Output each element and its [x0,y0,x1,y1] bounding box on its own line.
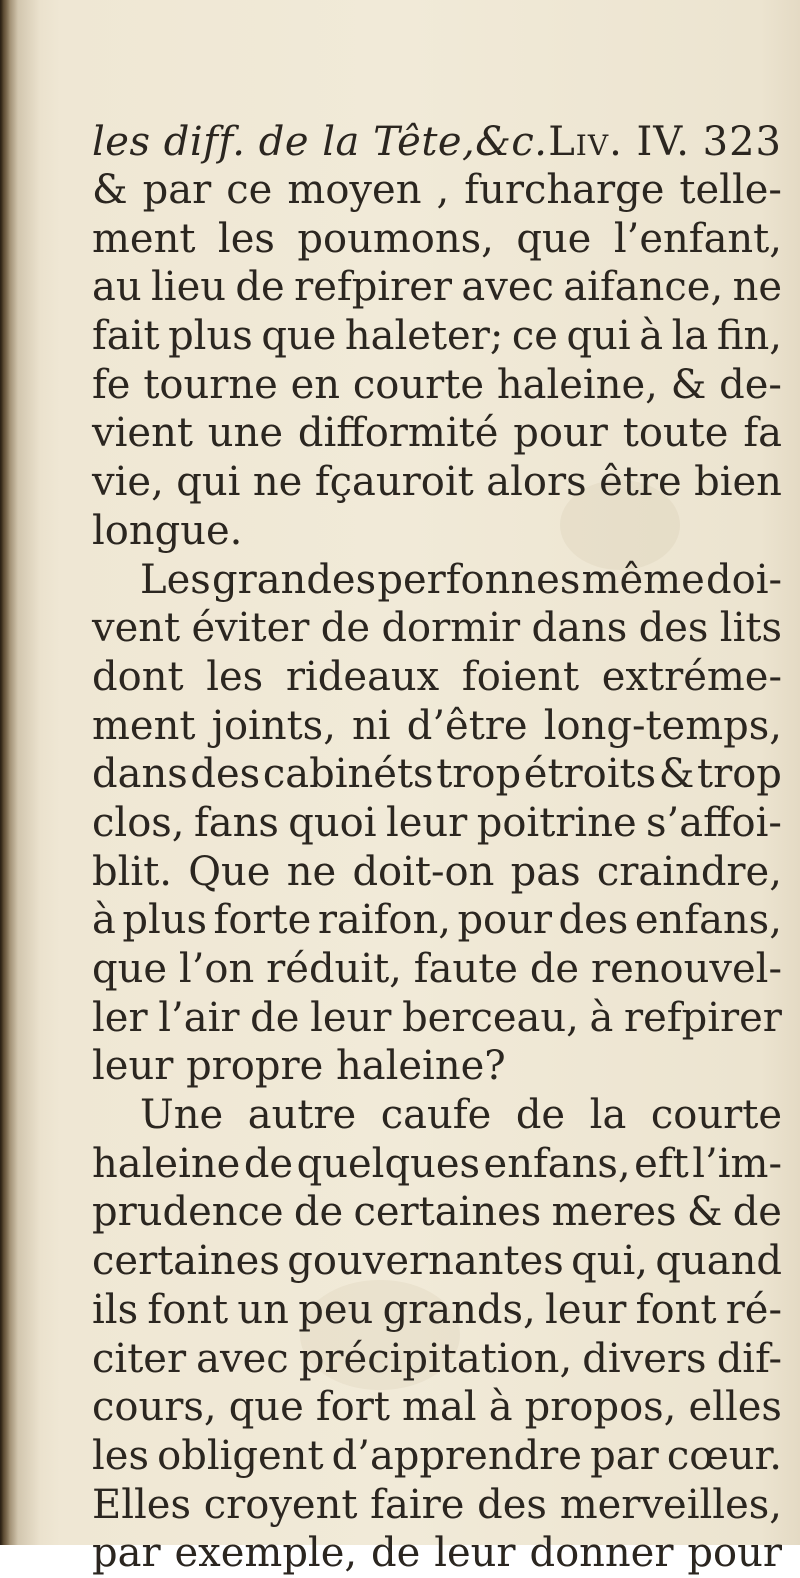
text-line: vie, qui ne fçauroit alors être bien [92,459,782,506]
text-line: les obligent d’apprendre par cœur. [92,1432,782,1479]
text-line: cours, que fort mal à propos, elles [92,1384,782,1431]
page-text [92,118,782,1578]
header-right [548,118,782,166]
text-line: vient une difformité pour toute fa [92,410,782,457]
text-line: leur propre haleine? [92,1043,506,1090]
text-line: haleine de quelques enfans, eft l’im- [92,1140,782,1187]
text-line: ler l’air de leur berceau, à refpirer [92,994,782,1041]
text-line: prudence de certaines meres & de [92,1189,782,1236]
page-number: 323 [702,119,782,165]
text-line: longue. [92,507,243,554]
text-line: dans des cabinéts trop étroits & trop [92,751,782,798]
text-line: fait plus que haleter; ce qui à la fin, [92,313,782,360]
text-line: citer avec précipitation, divers dif- [92,1335,782,1382]
text-line: certaines gouvernantes qui, quand [92,1238,782,1285]
text-line: clos, fans quoi leur poitrine s’affoi- [92,799,782,846]
text-line: Elles croyent faire des merveilles, [92,1481,782,1528]
text-line: dont les rideaux foient extréme- [92,653,782,700]
text-line: vent éviter de dormir dans des lits [92,605,782,652]
text-line: à plus forte raifon, pour des enfans, [92,897,782,944]
text-line: au lieu de refpirer avec aifance, ne [92,264,782,311]
text-line: & par ce moyen , furcharge telle- [92,167,782,213]
text-line: que l’on réduit, faute de renouvel- [92,946,782,992]
text-line: ils font un peu grands, leur font ré- [92,1286,782,1333]
text-line: fe tourne en courte haleine, & de- [92,361,782,408]
running-title: les diff. de la Tête,&c. [92,119,548,165]
binding-shadow [0,0,48,1545]
text-line: ment les poumons, que l’enfant, [92,215,782,262]
text-line: blit. Que ne doit-on pas craindre, [92,848,782,895]
text-line: ment joints, ni d’être long-temps, [92,702,782,749]
text-line: par exemple, de leur donner pour [92,1530,782,1577]
book-number: Liv. IV. [548,119,690,165]
text-line: Les grandes perfonnes même doi- [140,556,782,603]
running-header [92,118,782,166]
text-line: Une autre caufe de la courte [140,1092,782,1139]
body-text [92,166,782,1578]
